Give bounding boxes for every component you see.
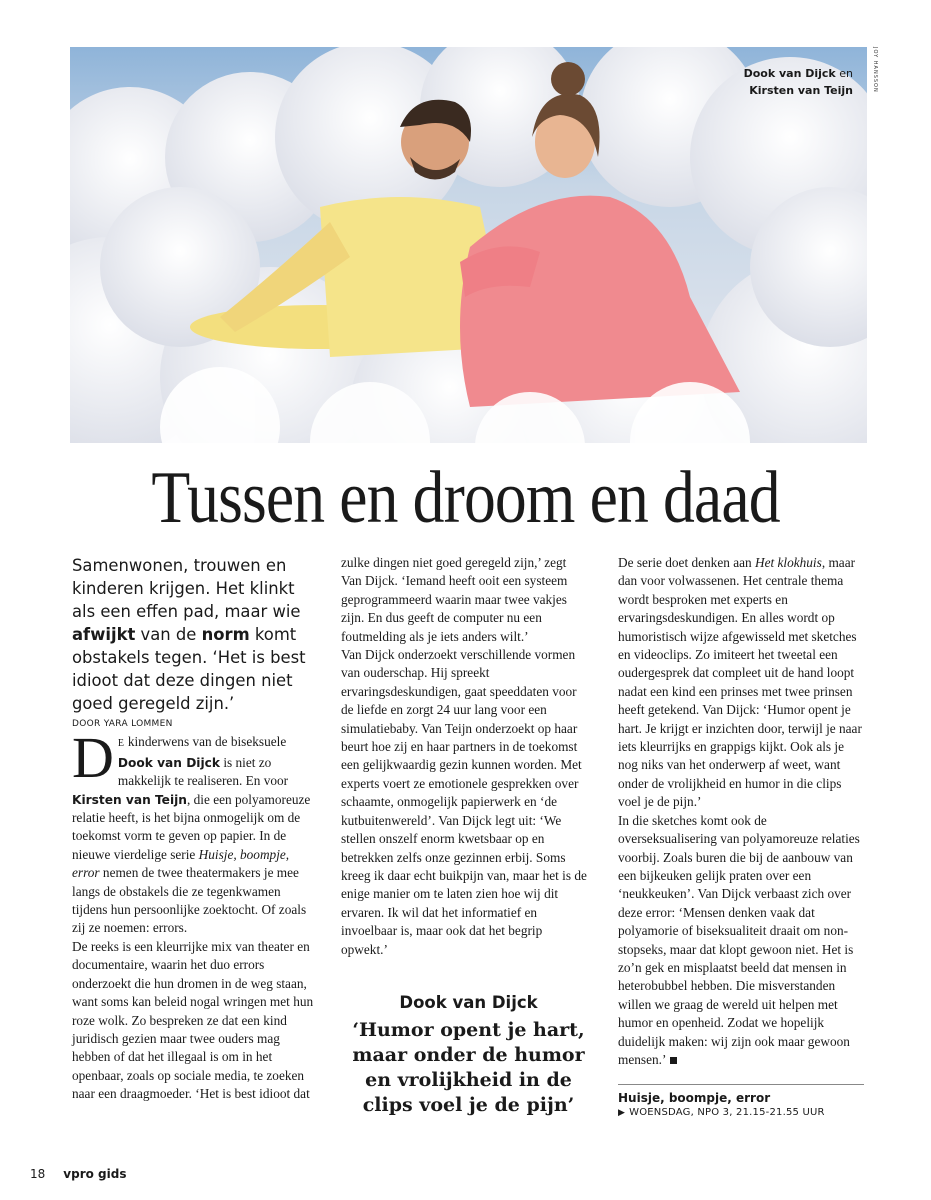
p1-b: is niet zo makkelijk te realiseren. En voor	[117, 754, 289, 789]
infobox-title: Huisje, boompje, error	[618, 1091, 771, 1105]
p5-b: , maar dan voor volwassenen. Het centrale thema wordt besproken met experts en ervaringsdeskundigen. En alles wordt op humoristisch wijze afgewisseld met sketches en videoclips. Zo imiteert het tweetal een oudergesprek dat compleet uit de hand loopt nadat een kind een prinses met twee prinsen heeft getekend. Van Dijck: ‘Humor opent je hart. Je krijgt er inzichten door, terwijl je naar iets kleurrijks en grappigs kijkt. Ook als je nog niks van het onderwerp af weet, want onder de vrolijkheid en humor in die clips voel je de pijn.’	[618, 555, 862, 810]
caption-name1: Dook van Dijck	[743, 67, 836, 80]
caption-and: en	[835, 67, 853, 80]
intro-paragraph	[72, 554, 318, 715]
p1-a: kinderwens van de biseksuele	[124, 734, 287, 750]
photo-credit-text: JOY HANSSON	[872, 47, 878, 93]
body-paragraph-3: zulke dingen niet goed geregeld zijn,’ zegt Van Dijck. ‘Iemand heeft ooit een systeem geprogrammeerd waarin maar twee vakjes zijn. En dus geeft de computer nu een foutmelding als je iets anders wilt.’	[341, 555, 568, 644]
broadcast-infobox	[618, 1084, 864, 1118]
name-dook: Dook van Dijck	[117, 755, 220, 770]
intro-part2: van de	[135, 625, 202, 644]
end-mark-icon	[670, 1057, 677, 1064]
body-paragraph-5	[618, 554, 866, 812]
caption-name2: Kirsten van Teijn	[749, 84, 853, 97]
headline: Tussen en droom en daad	[151, 457, 780, 539]
play-arrow-icon: ▶	[618, 1108, 626, 1118]
p6-text: In die sketches komt ook de overseksualisering van polyamoreuze relaties voorbij. Zoals buren die bij de aanbouw van een bijkeuken gelijk praten over een ‘neukkeuken’. Van Dijck verbaast zich over deze error: ‘Mensen denken vaak dat polyamorie of biseksualiteit draait om non-stopseks, maar dat klopt gewoon niet. Het is zo’n gek en misplaatst beeld dat mensen in heterobubbel hebben. Die misverstanden willen we graag de wereld uit helpen met humor en openheid. Zodat we hopelijk duidelijk maken: wij zijn ook maar gewoon mensen.’	[618, 812, 860, 1067]
body-paragraph-6	[618, 812, 866, 1070]
photo-credit	[870, 47, 880, 127]
column-3	[618, 554, 866, 1069]
klokhuis-title: Het klokhuis	[754, 555, 822, 570]
lead-smallcaps: E	[117, 738, 125, 750]
p1-d: nemen de twee theatermakers je mee langs de obstakels die ze tegenkwamen tijdens hun persoonlijke zoektocht. Of zoals zij ze noemen: errors.	[72, 865, 307, 936]
intro-part3: komt obstakels tegen. ‘Het is best idioot dat deze dingen niet goed geregeld zijn.’	[72, 625, 306, 713]
page-footer	[30, 1167, 126, 1181]
photo-caption	[744, 65, 853, 99]
page-number: 18	[30, 1167, 46, 1181]
body-paragraph-4: Van Dijck onderzoekt verschillende vormen van ouderschap. Hij spreekt ervaringsdeskundigen, gaat speeddaten voor de liefde en zorgt 24 uur lang voor een simulatiebaby. Van Teijn onderzoekt op haar beurt hoe zij en haar partners in de toekomst een gelijkwaardig gezin kunnen worden. Met experts voert ze emotionele gesprekken over schaamte, onmogelijk papierwerk en ‘de kutbuitenwereld’. Van Dijck legt uit: ‘We stellen onszelf enorm kwetsbaar op en betrekken zelfs onze gezinnen erbij. Soms kreeg ik daar echt buikpijn van, maar het is de enige manier om te laten zien hoe wij dit ervaren. Ik wil dat het informatief en invoelbaar is, maar ook dat het begrip opwekt.’	[341, 647, 587, 957]
byline: DOOR YARA LOMMEN	[72, 719, 173, 729]
pull-quote-author: Dook van Dijck	[399, 993, 538, 1012]
pull-quote	[341, 993, 596, 1118]
photo-clouds-couple	[70, 47, 867, 443]
intro-bold1: afwijkt	[72, 625, 136, 644]
body-paragraph-1	[72, 725, 318, 937]
dropcap: D	[72, 725, 114, 791]
column-2	[341, 554, 589, 959]
column-1	[72, 554, 318, 1104]
p5-a: De serie doet denken aan	[618, 555, 755, 570]
magazine-name: vpro gids	[63, 1167, 127, 1181]
infobox-schedule-line	[618, 1107, 864, 1118]
series-title: Huisje, boompje, error	[72, 846, 290, 881]
intro-bold2: norm	[201, 625, 250, 644]
p1-c: , die een polyamoreuze relatie heeft, is het bijna onmogelijk om de toekomst vorm te geven op papier. In de nieuwe vierdelige serie	[72, 791, 311, 862]
body-paragraph-2: De reeks is een kleurrijke mix van theater en documentaire, waarin het duo errors onderzoekt die hun dromen in de weg staan, want soms kan beleid nogal wringen met hun roze wolk. Zo bespreken ze dat een kind juridisch gezien maar twee ouders mag hebben of dat het illegaal is om in het openbaar, zoals op sociale media, te zoeken naar een draagmoeder. ‘Het is best idioot dat	[72, 938, 314, 1102]
intro-part1: Samenwonen, trouwen en kinderen krijgen. Het klinkt als een effen pad, maar wie	[72, 556, 301, 621]
pull-quote-text: ‘Humor opent je hart, maar onder de humor en vrolijkheid in de clips voel je de pijn’	[352, 1019, 585, 1116]
hero-photo	[70, 47, 867, 443]
infobox-schedule: WOENSDAG, NPO 3, 21.15-21.55 UUR	[629, 1107, 825, 1118]
name-kirsten: Kirsten van Teijn	[72, 792, 187, 807]
